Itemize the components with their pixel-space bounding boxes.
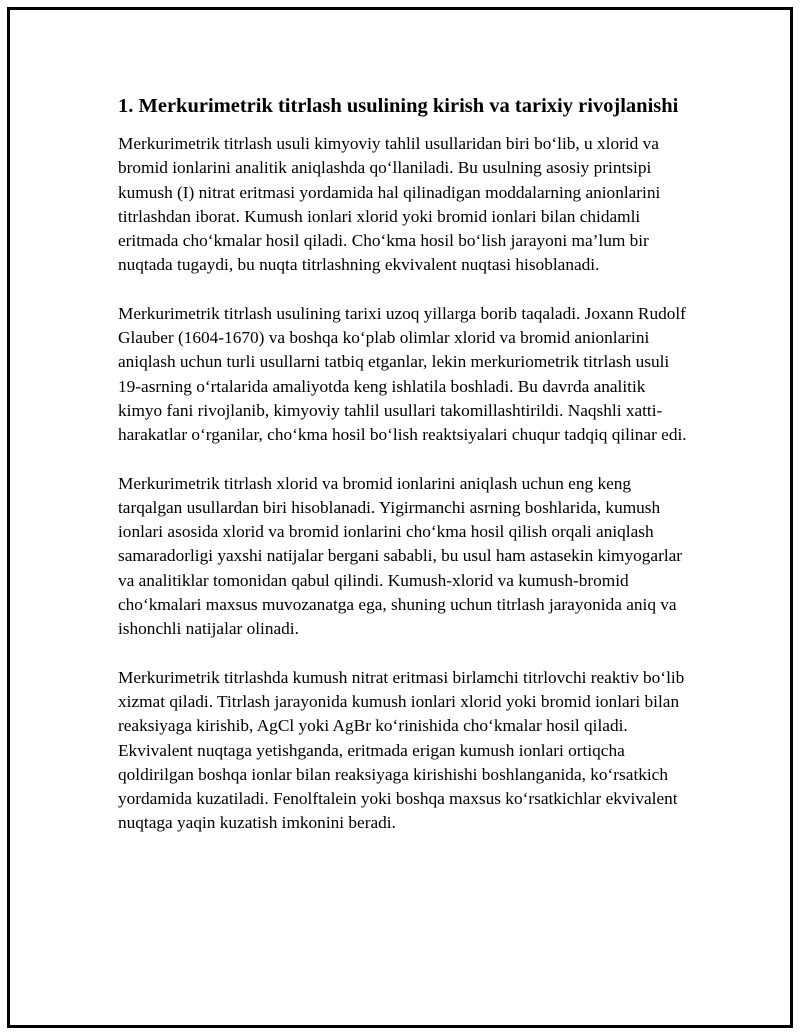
paragraph-introduction: Merkurimetrik titrlash usuli kimyoviy tahlil usullaridan biri bo‘lib, u xlorid va bromid ionlarini analitik aniqlashda qo‘llaniladi. Bu usulning asosiy printsipi kumush (I) nitrat eritmasi yordamida hal qilinadigan moddalarning anionlarini titrlashdan iborat. Kumush ionlari xlorid yoki bromid ionlari bilan chidamli eritmada cho‘kmalar hosil qiladi. Cho‘kma hosil bo‘lish jarayoni ma’lum bir nuqtada tugaydi, bu nuqta titrlashning ekvivalent nuqtasi hisoblanadi.: [118, 134, 661, 275]
paragraph-history: Merkurimetrik titrlash usulining tarixi uzoq yillarga borib taqaladi. Joxann Rudolf Glauber (1604-1670) va boshqa ko‘plab olimlar xlorid va bromid anionlarini aniqlash uchun turli usullarni tatbiq etganlar, lekin merkuriometrik titrlash usuli 19-asrning o‘rtalarida amaliyotda keng ishlatila boshladi. Bu davrda analitik kimyo fani rivojlanib, kimyoviy tahlil usullari takomillashtirildi. Naqshli xatti-harakatlar o‘rganilar, cho‘kma hosil bo‘lish reaktsiyalari chuqur tadqiq qilinar edi.: [118, 303, 687, 445]
paragraph-adoption: Merkurimetrik titrlash xlorid va bromid ionlarini aniqlash uchun eng keng tarqalgan usullardan biri hisoblanadi. Yigirmanchi asrning boshlarida, kumush ionlari asosida xlorid va bromid ionlarini cho‘kma hosil qilish orqali aniqlash samaradorligi yaxshi natijalar bergani sababli, bu usul ham astasekin kimyogarlar va analitiklar tomonidan qabul qilindi. Kumush-xlorid va kumush-bromid cho‘kmalari maxsus muvozanatga ega, shuning uchun titrlash jarayonida aniq va ishonchli natijalar olinadi.: [118, 473, 683, 639]
document-body: [118, 93, 690, 860]
section-heading: 1. Merkurimetrik titrlash usulining kirish va tarixiy rivojlanishi: [118, 95, 679, 117]
paragraph-reagent: Merkurimetrik titrlashda kumush nitrat eritmasi birlamchi titrlovchi reaktiv bo‘lib xizmat qiladi. Titrlash jarayonida kumush ionlari xlorid yoki bromid ionlari bilan reaksiyaga kirishib, AgCl yoki AgBr ko‘rinishida cho‘kmalar hosil qiladi. Ekvivalent nuqtaga yetishganda, eritmada erigan kumush ionlari ortiqcha qoldirilgan boshqa ionlar bilan reaksiyaga kirishishi boshlanganida, ko‘rsatkich yordamida kuzatiladi. Fenolftalein yoki boshqa maxsus ko‘rsatkichlar ekvivalent nuqtaga yaqin kuzatish imkonini beradi.: [118, 667, 685, 833]
